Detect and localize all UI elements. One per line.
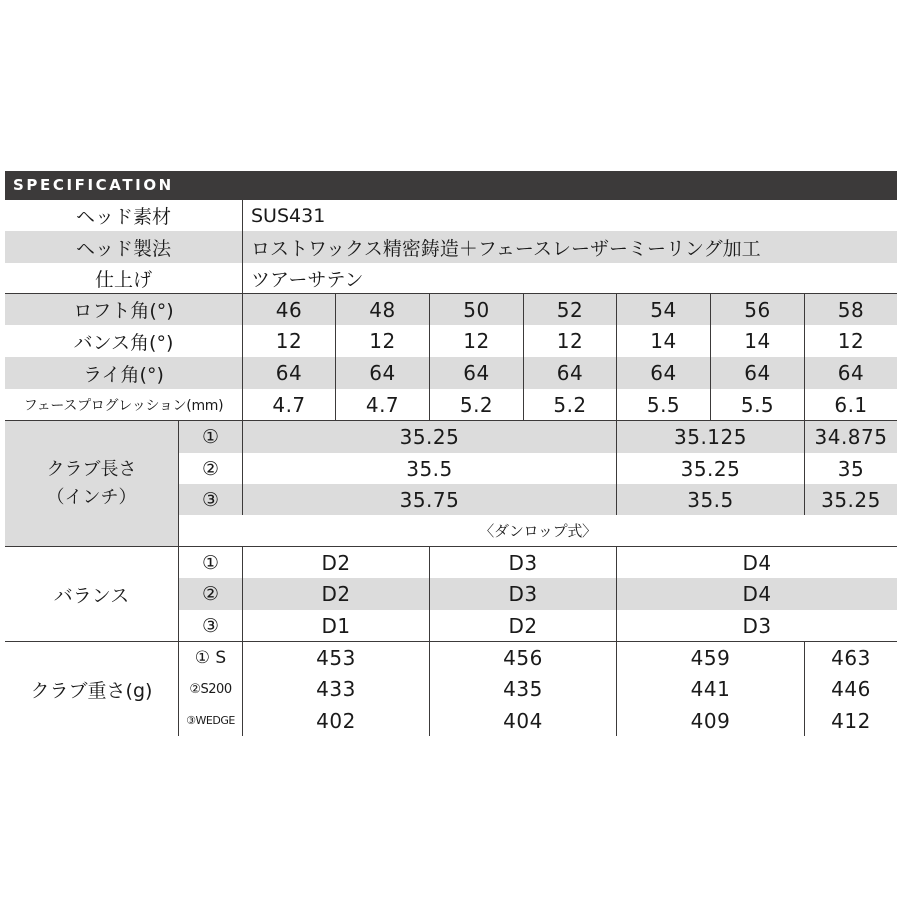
club-weight-value: 441 <box>616 673 804 705</box>
specification-header: SPECIFICATION <box>5 171 897 200</box>
bounce-value: 12 <box>429 325 523 357</box>
club-weight-value: 446 <box>804 673 897 705</box>
lie-label: ライ角(°) <box>83 363 164 386</box>
face-progression-value: 6.1 <box>804 389 897 420</box>
loft-value: 54 <box>616 294 710 325</box>
bounce-value: 12 <box>804 325 897 357</box>
bounce-value: 12 <box>523 325 616 357</box>
balance-value: D3 <box>429 547 616 578</box>
loft-value: 58 <box>804 294 897 325</box>
club-weight-mark: ① S <box>194 647 227 668</box>
head-material-label: ヘッド素材 <box>75 206 171 228</box>
club-weight-row-3 <box>179 705 897 736</box>
face-progression-value: 5.2 <box>429 389 523 420</box>
finish-label: 仕上げ <box>94 268 152 291</box>
club-weight-mark: ③WEDGE <box>186 714 235 727</box>
lie-value: 64 <box>523 357 616 389</box>
row-bounce <box>5 325 897 357</box>
club-weight-value: 456 <box>429 642 616 673</box>
balance-value: D2 <box>242 547 429 578</box>
club-length-row-3 <box>179 484 897 515</box>
loft-value: 50 <box>429 294 523 325</box>
row-finish <box>5 263 897 293</box>
club-length-value: 35 <box>804 453 897 484</box>
club-weight-value: 404 <box>429 705 616 736</box>
head-method-label: ヘッド製法 <box>75 237 171 260</box>
row-loft <box>5 294 897 325</box>
balance-value: D4 <box>616 547 897 578</box>
lie-value: 64 <box>242 357 335 389</box>
club-length-value: 35.25 <box>804 484 897 515</box>
row-head-material <box>5 200 897 231</box>
club-weight-value: 453 <box>242 642 429 673</box>
club-length-row-2 <box>179 453 897 484</box>
face-progression-value: 4.7 <box>335 389 429 420</box>
club-weight-row-2 <box>179 673 897 705</box>
club-length-mark: ③ <box>201 488 220 511</box>
loft-label: ロフト角(°) <box>73 300 174 322</box>
club-length-value: 35.75 <box>242 484 616 515</box>
bounce-value: 12 <box>242 325 335 357</box>
club-length-label <box>5 421 178 546</box>
club-weight-value: 435 <box>429 673 616 705</box>
bounce-value: 12 <box>335 325 429 357</box>
lie-value: 64 <box>335 357 429 389</box>
face-progression-value: 5.2 <box>523 389 616 420</box>
loft-value: 52 <box>523 294 616 325</box>
balance-label: バランス <box>53 584 130 607</box>
balance-value: D1 <box>242 610 429 641</box>
club-weight-value: 463 <box>804 642 897 673</box>
finish-value: ツアーサテン <box>242 263 897 293</box>
lie-value: 64 <box>804 357 897 389</box>
club-weight-label: クラブ重さ(g) <box>30 679 153 702</box>
club-length-value: 35.5 <box>616 484 804 515</box>
bounce-label: バンス角(°) <box>73 331 174 354</box>
club-weight-value: 433 <box>242 673 429 705</box>
balance-value: D3 <box>429 578 616 610</box>
club-weight-mark: ②S200 <box>189 681 232 697</box>
lie-value: 64 <box>710 357 804 389</box>
balance-row-3 <box>179 610 897 641</box>
club-length-mark: ② <box>201 457 220 480</box>
face-progression-value: 5.5 <box>710 389 804 420</box>
balance-value: D3 <box>616 610 897 641</box>
club-length-value: 35.25 <box>242 421 616 453</box>
loft-value: 48 <box>335 294 429 325</box>
row-face-progression <box>5 389 897 420</box>
face-progression-label: フェースプログレッション(mm) <box>23 397 224 414</box>
club-weight-value: 459 <box>616 642 804 673</box>
club-length-value: 34.875 <box>804 421 897 453</box>
loft-value: 46 <box>242 294 335 325</box>
balance-mark: ① <box>201 551 220 574</box>
balance-mark: ③ <box>201 614 220 637</box>
club-length-value: 35.25 <box>616 453 804 484</box>
club-length-row-1 <box>179 421 897 453</box>
loft-value: 56 <box>710 294 804 325</box>
balance-row-2 <box>179 578 897 610</box>
club-weight-value: 412 <box>804 705 897 736</box>
club-length-value: 35.125 <box>616 421 804 453</box>
row-lie <box>5 357 897 389</box>
balance-mark: ② <box>201 583 220 605</box>
club-length-label-line2: （インチ） <box>46 486 137 508</box>
club-weight-value: 402 <box>242 705 429 736</box>
balance-value: D2 <box>429 610 616 641</box>
balance-row-1 <box>179 547 897 578</box>
club-weight-row-1 <box>179 642 897 673</box>
balance-value: D4 <box>616 578 897 610</box>
club-length-mark: ① <box>201 426 220 448</box>
dunlop-note-row <box>179 515 897 546</box>
bounce-value: 14 <box>710 325 804 357</box>
row-head-method <box>5 231 897 263</box>
lie-value: 64 <box>616 357 710 389</box>
head-method-value: ロストワックス精密鋳造＋フェースレーザーミーリング加工 <box>242 231 897 263</box>
club-weight-value: 409 <box>616 705 804 736</box>
face-progression-value: 4.7 <box>242 389 335 420</box>
face-progression-value: 5.5 <box>616 389 710 420</box>
lie-value: 64 <box>429 357 523 389</box>
dunlop-note: 〈ダンロップ式〉 <box>479 522 597 540</box>
balance-value: D2 <box>242 578 429 610</box>
bounce-value: 14 <box>616 325 710 357</box>
club-length-value: 35.5 <box>242 453 616 484</box>
head-material-value: SUS431 <box>242 200 897 231</box>
club-length-label-line1: クラブ長さ <box>46 458 137 480</box>
